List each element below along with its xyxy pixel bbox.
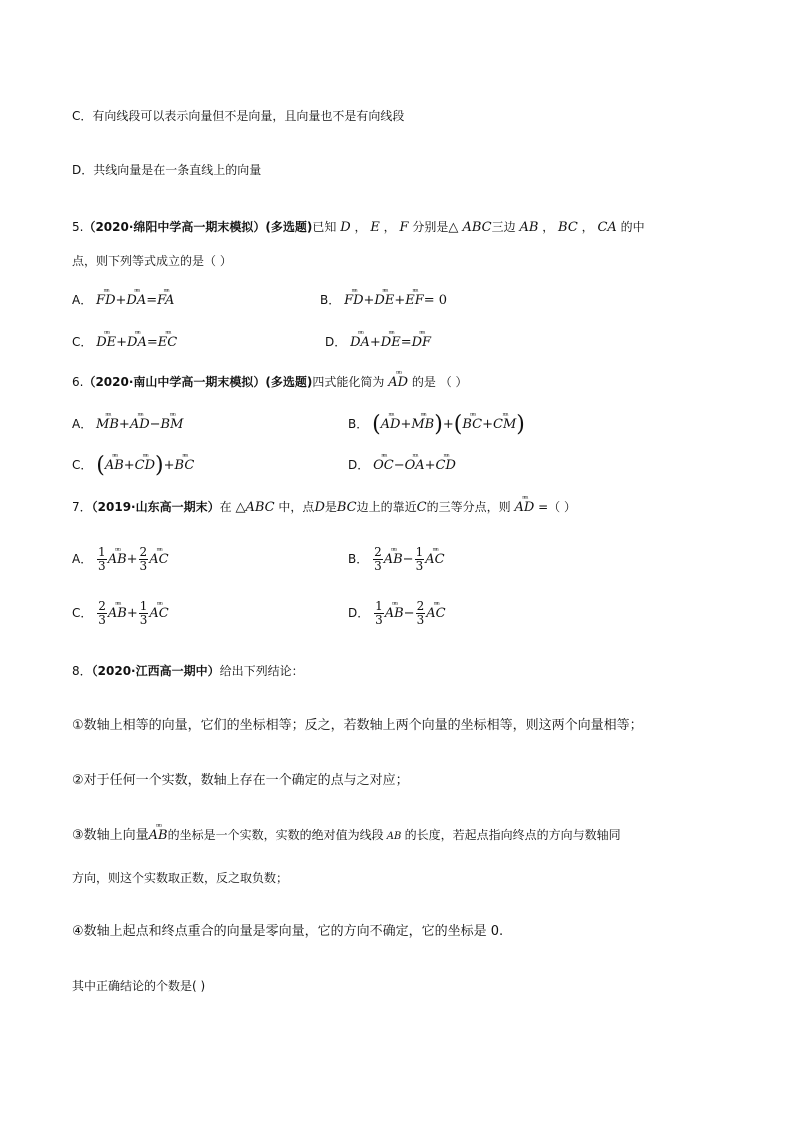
- q4-option-c: C．有向线段可以表示向量但不是向量，且向量也不是有向线段: [72, 109, 405, 123]
- q7-option-d: D． $\frac{1}{3}$ ⁿⁿⁿ AB− $\frac{2}{3}$ ⁿⁿⁿ AC: [348, 600, 446, 627]
- q8-stem-text: 给出下列结论：: [219, 664, 304, 678]
- q7-option-a: A． $\frac{1}{3}$ ⁿⁿⁿ AB+ $\frac{2}{3}$ ⁿⁿⁿ AC: [72, 546, 169, 573]
- vector-FD: ⁿⁿⁿ FD: [344, 291, 363, 311]
- q7-number: 7．: [72, 500, 92, 514]
- q6-option-d: D． ⁿⁿⁿ OC−ⁿⁿⁿ OA+ⁿⁿⁿ CD: [348, 455, 456, 476]
- q6-number: 6.: [72, 375, 84, 389]
- math-BC: BC: [558, 220, 578, 235]
- vector-MB: ⁿⁿⁿ MB: [96, 415, 119, 435]
- math-E: E: [370, 220, 380, 235]
- q8-statement-4: ④数轴上起点和终点重合的向量是零向量，它的方向不确定，它的坐标是 0.: [72, 924, 504, 939]
- vector-AB: ⁿⁿⁿ AB: [384, 550, 403, 570]
- vector-FA: ⁿⁿⁿ FA: [157, 291, 174, 311]
- vector-DA: ⁿⁿⁿ DA: [127, 333, 147, 353]
- vector-FD: ⁿⁿⁿ FD: [96, 291, 115, 311]
- vector-CD: ⁿⁿⁿ CD: [135, 456, 155, 476]
- q8-statement-1: ①数轴上相等的向量，它们的坐标相等；反之，若数轴上两个向量的坐标相等，则这两个向量相等；: [72, 718, 643, 733]
- option-label: D．: [325, 335, 347, 349]
- option-label: C．: [72, 335, 93, 349]
- option-label: C．: [72, 458, 93, 472]
- vector-AB: ⁿⁿⁿ AB: [385, 604, 404, 624]
- q6-source: （2020·南山中学高一期末模拟）(多选题): [83, 375, 313, 389]
- vector-CD: ⁿⁿⁿ CD: [436, 456, 456, 476]
- vector-CM: ⁿⁿⁿ CM: [493, 415, 516, 435]
- q5-stem-line2: 点，则下列等式成立的是（ ）: [72, 254, 232, 268]
- math-C: C: [416, 500, 427, 515]
- q7-stem-text: 的三等分点，则: [426, 500, 511, 514]
- vector-AC: ⁿⁿⁿ AC: [425, 550, 444, 570]
- vector-AD: ⁿⁿⁿ AD: [381, 415, 401, 435]
- vector-EC: ⁿⁿⁿ EC: [158, 333, 177, 353]
- q5-stem-line1: 5.（2020·绵阳中学高一期末模拟）(多选题)已知 D ， E ， F 分别是△ ABC三边 AB ， BC ， CA 的中: [72, 220, 645, 235]
- fraction-1-3: $\frac{1}{3}$: [415, 545, 424, 573]
- q7-stem-text: 在: [219, 500, 232, 514]
- q7-stem-text: =（ ）: [538, 500, 576, 514]
- q5-option-a: A． ⁿⁿⁿ FD+ⁿⁿⁿ DA=ⁿⁿⁿ FA: [72, 290, 174, 311]
- option-label: D．: [348, 458, 370, 472]
- vector-DA: ⁿⁿⁿ DA: [126, 291, 146, 311]
- q8-statement-2: ②对于任何一个实数，数轴上存在一个确定的点与之对应；: [72, 773, 409, 788]
- math-AB: AB: [383, 831, 405, 842]
- vector-BC: ⁿⁿⁿ BC: [462, 415, 482, 435]
- option-label: A．: [72, 552, 93, 566]
- vector-DE: ⁿⁿⁿ DE: [381, 333, 401, 353]
- q6-option-a: A． ⁿⁿⁿ MB+ⁿⁿⁿ AD−ⁿⁿⁿ BM: [72, 414, 183, 435]
- fraction-2-3: $\frac{2}{3}$: [416, 599, 425, 627]
- vector-AC: ⁿⁿⁿ AC: [149, 550, 168, 570]
- vector-DA: ⁿⁿⁿ DA: [350, 333, 370, 353]
- option-label: B．: [348, 552, 369, 566]
- q8-statement-text: 的坐标是一个实数，实数的绝对值为线段: [167, 828, 384, 842]
- q6-stem-text: 四式能化简为: [312, 375, 385, 389]
- math-triangle-ABC: △ ABC: [448, 220, 492, 235]
- vector-DF: ⁿⁿⁿ DF: [412, 333, 431, 353]
- q8-stem: [72, 661, 304, 681]
- q7-stem-text: 是: [324, 500, 337, 514]
- q5-number: 5.: [72, 220, 84, 234]
- q7-option-b: B． $\frac{2}{3}$ ⁿⁿⁿ AB− $\frac{1}{3}$ ⁿⁿⁿ AC: [348, 546, 445, 573]
- vector-AD: ⁿⁿⁿ AD: [388, 373, 408, 393]
- vector-BM: ⁿⁿⁿ BM: [161, 415, 184, 435]
- q8-statement-text: ③数轴上向量: [72, 828, 149, 843]
- vector-EF: ⁿⁿⁿ EF: [405, 291, 424, 311]
- option-label: B．: [348, 417, 369, 431]
- math-D: D: [340, 220, 351, 235]
- q6-stem-text: 的是 （ ）: [411, 375, 468, 389]
- q5-stem-text: 的中: [620, 220, 645, 234]
- vector-OC: ⁿⁿⁿ OC: [373, 456, 394, 476]
- option-label: B．: [320, 293, 341, 307]
- q6-option-b: B． (ⁿⁿⁿ AD+ⁿⁿⁿ MB)+(ⁿⁿⁿ BC+ⁿⁿⁿ CM): [348, 414, 525, 435]
- vector-AB: ⁿⁿⁿ AB: [108, 604, 127, 624]
- q6-option-c: C． (ⁿⁿⁿ AB+ⁿⁿⁿ CD)+ⁿⁿⁿ BC: [72, 455, 194, 476]
- q8-statement-3-cont: 方向，则这个实数取正数，反之取负数；: [72, 871, 289, 885]
- q7-stem-text: 中，点: [278, 500, 315, 514]
- math-BC: BC: [336, 500, 357, 515]
- q5-option-b: B． ⁿⁿⁿ FD+ⁿⁿⁿ DE+ⁿⁿⁿ EF= 0: [320, 290, 447, 311]
- vector-DE: ⁿⁿⁿ DE: [374, 291, 394, 311]
- math-triangle-ABC: △ABC: [235, 500, 275, 515]
- option-label: D．: [348, 606, 370, 620]
- vector-AB: ⁿⁿⁿ AB: [149, 826, 168, 846]
- q5-source: （2020·绵阳中学高一期末模拟）(多选题): [83, 220, 313, 234]
- vector-OA: ⁿⁿⁿ OA: [405, 456, 425, 476]
- q5-stem-text: 分别是: [412, 220, 449, 234]
- vector-DE: ⁿⁿⁿ DE: [96, 333, 116, 353]
- math-CA: CA: [597, 220, 617, 235]
- q6-stem: [72, 372, 468, 393]
- vector-BC: ⁿⁿⁿ BC: [175, 456, 195, 476]
- q8-question: 其中正确结论的个数是( ): [72, 979, 206, 993]
- q5-stem-text: 已知: [312, 220, 337, 234]
- fraction-1-3: $\frac{1}{3}$: [98, 545, 106, 573]
- q8-source: （2020·江西高一期中）: [91, 664, 220, 678]
- vector-AD: ⁿⁿⁿ AD: [514, 498, 534, 518]
- q5-option-c: C． ⁿⁿⁿ DE+ⁿⁿⁿ DA=ⁿⁿⁿ EC: [72, 332, 177, 353]
- math-F: F: [399, 220, 409, 235]
- option-label: A．: [72, 293, 93, 307]
- math-D: D: [314, 500, 325, 515]
- option-label: A．: [72, 417, 93, 431]
- q7-stem: [72, 497, 576, 518]
- q8-statement-3: [72, 825, 621, 847]
- q5-option-d: D． ⁿⁿⁿ DA+ⁿⁿⁿ DE=ⁿⁿⁿ DF: [325, 332, 431, 353]
- math-AB: AB: [519, 220, 539, 235]
- q7-stem-text: 边上的靠近: [356, 500, 417, 514]
- q5-stem-text: 三边: [491, 220, 516, 234]
- q8-statement-text: 的长度，若起点指向终点的方向与数轴同: [404, 828, 621, 842]
- vector-AC: ⁿⁿⁿ AC: [426, 604, 445, 624]
- fraction-1-3: $\frac{1}{3}$: [139, 599, 148, 627]
- fraction-2-3: $\frac{2}{3}$: [98, 599, 106, 627]
- q7-source: （2019·山东高一期末）: [91, 500, 220, 514]
- vector-AC: ⁿⁿⁿ AC: [149, 604, 168, 624]
- q4-option-d: D．共线向量是在一条直线上的向量: [72, 163, 262, 177]
- vector-MB: ⁿⁿⁿ MB: [411, 415, 434, 435]
- q8-number: 8．: [72, 664, 92, 678]
- q7-option-c: C． $\frac{2}{3}$ ⁿⁿⁿ AB+ $\frac{1}{3}$ ⁿⁿⁿ AC: [72, 600, 169, 627]
- vector-AB: ⁿⁿⁿ AB: [108, 550, 127, 570]
- vector-AD: ⁿⁿⁿ AD: [130, 415, 150, 435]
- math-zero: 0: [438, 293, 448, 308]
- fraction-2-3: $\frac{2}{3}$: [139, 545, 148, 573]
- fraction-2-3: $\frac{2}{3}$: [374, 545, 382, 573]
- fraction-1-3: $\frac{1}{3}$: [375, 599, 383, 627]
- option-label: C．: [72, 606, 93, 620]
- vector-AB: ⁿⁿⁿ AB: [105, 456, 124, 476]
